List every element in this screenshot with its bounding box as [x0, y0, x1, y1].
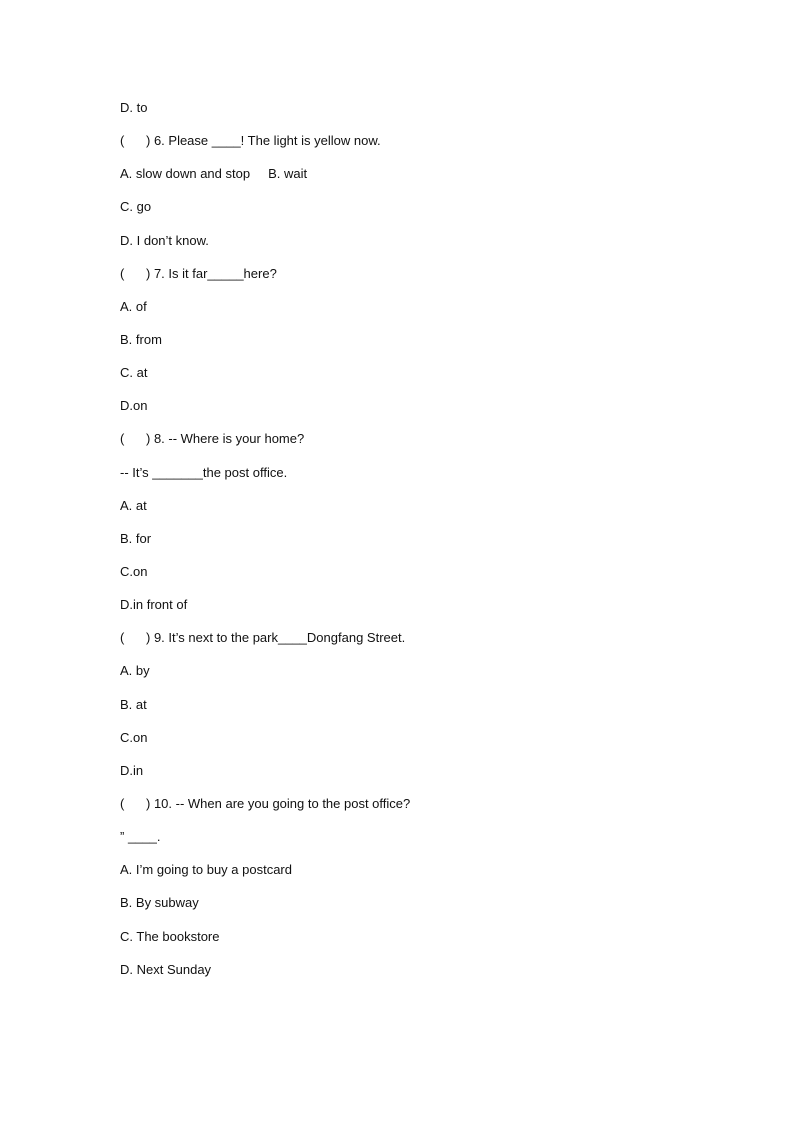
question-8-response: -- It’s _______the post office. — [120, 464, 288, 480]
option-a-q8: A. at — [120, 497, 147, 513]
question-9: ( ) 9. It’s next to the park____Dongfang Street. — [120, 630, 406, 646]
question-10-response: ” ____. — [120, 829, 161, 845]
options-a-b-q6: A. slow down and stop B. wait — [120, 166, 308, 182]
question-6: ( ) 6. Please ____! The light is yellow now. — [120, 133, 381, 149]
option-b-q9: B. at — [120, 696, 147, 712]
option-c-q9: C.on — [120, 729, 148, 745]
option-d-q8: D.in front of — [120, 597, 188, 613]
option-d-q5: D. to — [120, 100, 148, 115]
option-c-q7: C. at — [120, 365, 148, 381]
option-d-q6: D. I don’t know. — [120, 232, 209, 248]
option-b-q7: B. from — [120, 331, 162, 347]
question-list — [120, 98, 680, 993]
option-d-q10: D. Next Sunday — [120, 961, 212, 977]
option-b-q10: B. By subway — [120, 895, 199, 911]
question-7: ( ) 7. Is it far_____here? — [120, 265, 277, 281]
option-d-q9: D.in — [120, 762, 144, 778]
question-8: ( ) 8. -- Where is your home? — [120, 431, 305, 447]
option-c-q10: C. The bookstore — [120, 928, 220, 944]
option-c-q8: C.on — [120, 563, 148, 579]
option-a-q9: A. by — [120, 663, 150, 679]
question-10: ( ) 10. -- When are you going to the post office? — [120, 795, 411, 811]
option-c-q6: C. go — [120, 199, 152, 215]
option-a-q10: A. I’m going to buy a postcard — [120, 862, 292, 878]
option-b-q8: B. for — [120, 530, 152, 546]
option-a-q7: A. of — [120, 298, 147, 314]
option-d-q7: D.on — [120, 398, 148, 414]
